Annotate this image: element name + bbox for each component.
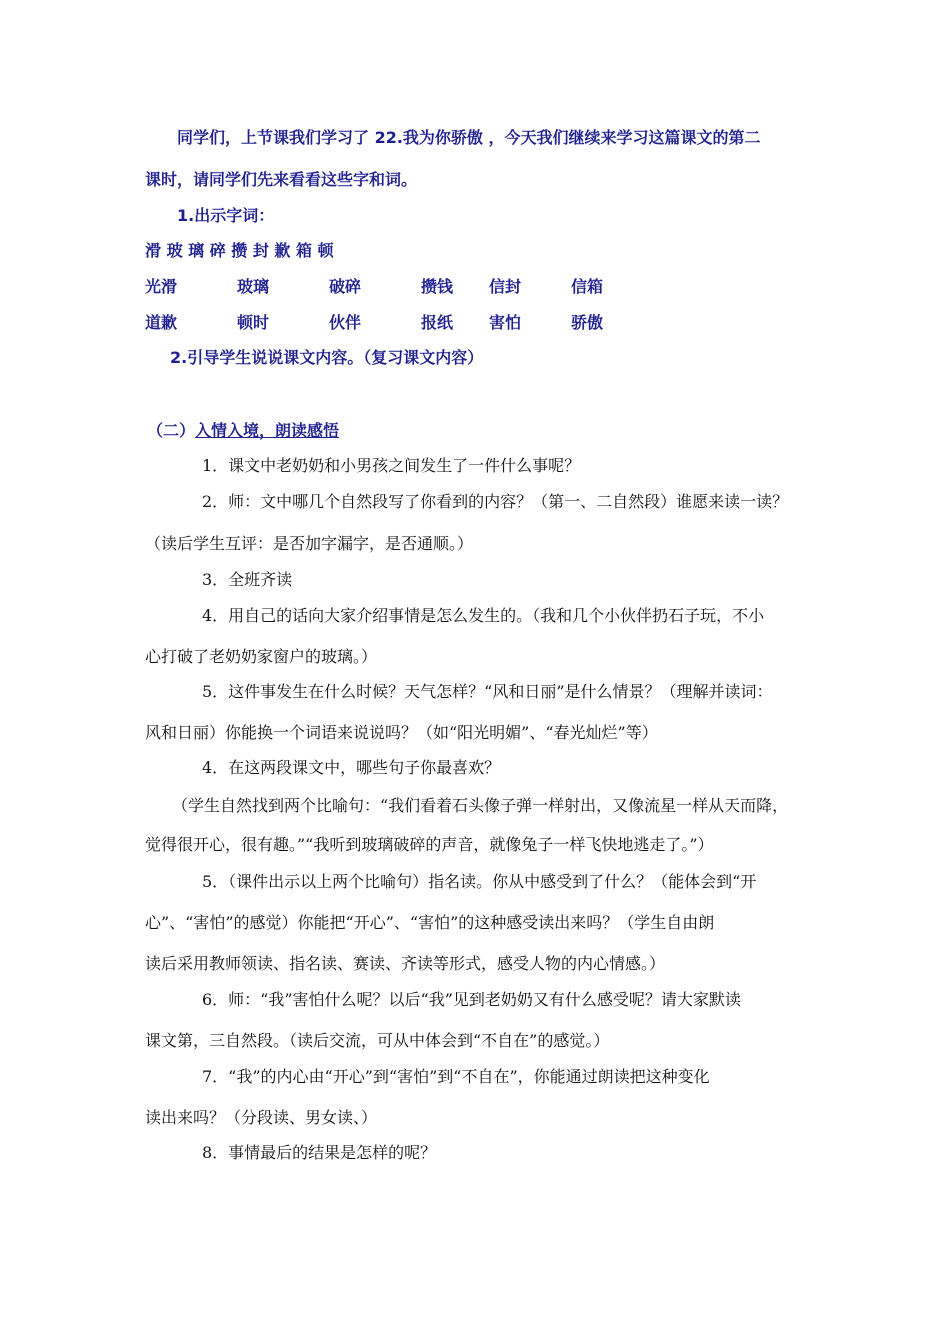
word-item: 光滑 [145, 277, 178, 296]
body-line: 8．事情最后的结果是怎样的呢？ [202, 1143, 437, 1162]
word-item: 伙伴 [329, 313, 362, 332]
word-item: 害怕 [489, 313, 522, 332]
body-line: 3．全班齐读 [202, 570, 293, 589]
body-line: （学生自然找到两个比喻句：“我们看着石头像子弹一样射出，又像流星一样从天而降， [172, 796, 789, 815]
word-item: 道歉 [145, 313, 178, 332]
body-line: 5．这件事发生在什么时候？天气怎样？“风和日丽”是什么情景？（理解并读词： [202, 682, 773, 701]
body-line: 读后采用教师领读、指名读、赛读、齐读等形式，感受人物的内心情感。） [145, 954, 666, 973]
body-line: （读后学生互评：是否加字漏字，是否通顺。） [145, 534, 474, 553]
word-item: 破碎 [329, 277, 362, 296]
body-line: 觉得很开心，很有趣。”“我听到玻璃破碎的声音，就像兔子一样飞快地逃走了。”） [145, 835, 714, 854]
step-1-label: 1.出示字词： [177, 206, 275, 225]
body-line: 1．课文中老奶奶和小男孩之间发生了一件什么事呢？ [202, 456, 581, 475]
word-item: 信封 [489, 277, 522, 296]
word-item: 报纸 [421, 313, 454, 332]
intro-line-1: 同学们，上节课我们学习了 22.我为你骄傲 ，今天我们继续来学习这篇课文的第二 [177, 128, 761, 147]
body-line: 2．师：文中哪几个自然段写了你看到的内容？（第一、二自然段）谁愿来读一读？ [202, 492, 789, 511]
body-line: 风和日丽）你能换一个词语来说说吗？（如“阳光明媚”、“春光灿烂”等） [145, 723, 658, 742]
body-line: 5．（课件出示以上两个比喻句）指名读。你从中感受到了什么？（能体会到“开 [202, 872, 757, 891]
body-line: 课文第，三自然段。（读后交流，可从中体会到“不自在”的感觉。） [145, 1031, 610, 1050]
word-item: 骄傲 [571, 313, 604, 332]
section-heading [147, 421, 339, 441]
word-item: 攒钱 [421, 277, 454, 296]
section-title: 入情入境，朗读感悟 [195, 421, 340, 440]
body-line: 读出来吗？（分段读、男女读、） [145, 1108, 378, 1127]
word-item: 顿时 [237, 313, 270, 332]
body-line: 心”、“害怕”的感觉）你能把“开心”、“害怕”的这种感受读出来吗？（学生自由朗 [145, 913, 715, 932]
characters-line: 滑 玻 璃 碎 攒 封 歉 箱 顿 [145, 241, 334, 260]
intro-line-2: 课时，请同学们先来看看这些字和词。 [145, 170, 418, 189]
body-line: 6．师：“我”害怕什么呢？以后“我”见到老奶奶又有什么感受呢？请大家默读 [202, 990, 741, 1009]
step-2-label: 2.引导学生说说课文内容。（复习课文内容） [170, 348, 484, 367]
word-item: 玻璃 [237, 277, 270, 296]
body-line: 4．用自己的话向大家介绍事情是怎么发生的。（我和几个小伙伴扔石子玩，不小 [202, 606, 765, 625]
word-item: 信箱 [571, 277, 604, 296]
body-line: 4．在这两段课文中，哪些句子你最喜欢？ [202, 758, 501, 777]
body-line: 心打破了老奶奶家窗户的玻璃。） [145, 647, 378, 666]
section-prefix: （二） [147, 421, 196, 440]
body-line: 7．“我”的内心由“开心”到“害怕”到“不自在”，你能通过朗读把这种变化 [202, 1067, 710, 1086]
